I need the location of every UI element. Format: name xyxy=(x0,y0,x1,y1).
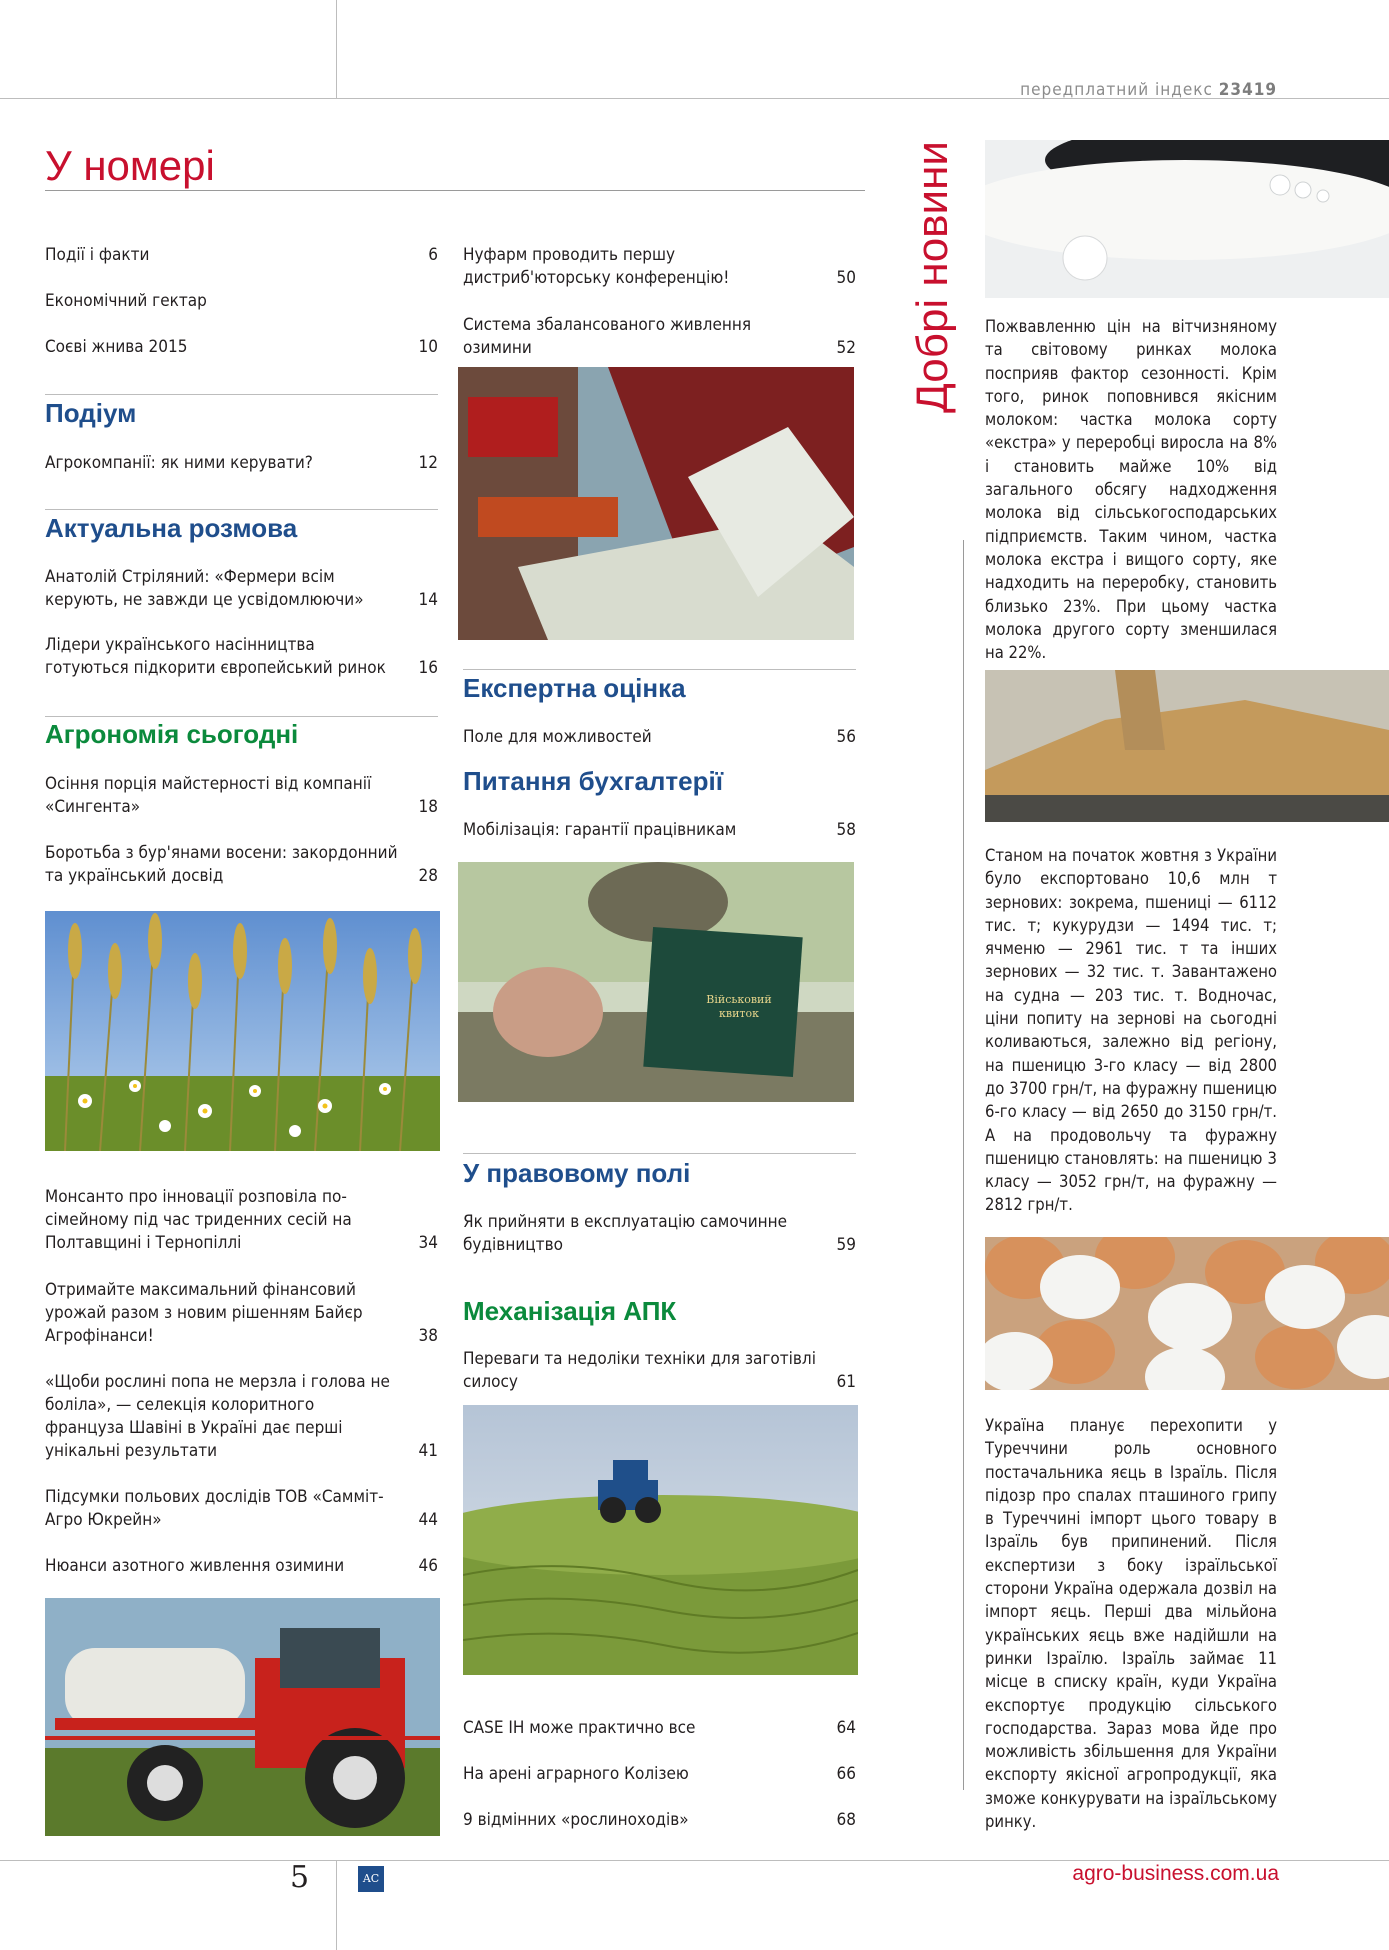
section-heading-agronomia: Агрономія сьогодні xyxy=(45,719,299,749)
page-number: 5 xyxy=(290,1860,310,1895)
page-title: У номері xyxy=(45,142,215,189)
footer-rule xyxy=(0,1860,1389,1861)
section-rule xyxy=(463,1153,856,1154)
toc-item[interactable]: Боротьба з бур'янами восени: закордонний та український досвід 28 xyxy=(45,843,438,886)
toc-item[interactable]: CASE IH може практично все 64 xyxy=(463,1718,856,1738)
toc-item[interactable]: Лідери українського насінництва готуються підкорити європейський ринок 16 xyxy=(45,635,438,678)
section-rule xyxy=(45,509,438,510)
military-id-photo xyxy=(458,862,854,1102)
toc-item[interactable]: Події і факти 6 xyxy=(45,245,438,265)
toc-item[interactable]: Економічний гектар xyxy=(45,291,207,311)
toc-item[interactable]: Отримайте максимальний фінансовий урожай разом з новим рішенням Байєр Агрофінанси! 38 xyxy=(45,1280,438,1346)
section-heading-ekspertna: Експертна оцінка xyxy=(463,673,686,703)
toc-item[interactable]: «Щоби рослині попа не мерзла і голова не боліла», — селекція колоритного француза Шавіні в Україні дає перші унікальні результати 41 xyxy=(45,1372,438,1461)
site-link[interactable]: agro-business.com.ua xyxy=(1072,1862,1279,1885)
footer-divider xyxy=(336,1860,337,1950)
section-rule xyxy=(463,669,856,670)
toc-item[interactable]: Переваги та недоліки техніки для заготівлі силосу 61 xyxy=(463,1349,856,1392)
sidebar-title: Добрі новини xyxy=(908,140,957,414)
booklet-title: Військовий квиток xyxy=(706,993,772,1020)
eggs-photo xyxy=(985,1237,1389,1390)
toc-item[interactable]: На арені аграрного Колізею 66 xyxy=(463,1764,856,1784)
grain-photo xyxy=(985,670,1389,822)
toc-item[interactable]: Осіння порція майстерності від компанії «Сингента» 18 xyxy=(45,774,438,817)
section-heading-buhgalteria: Питання бухгалтерії xyxy=(463,766,724,796)
toc-item[interactable]: Підсумки польових дослідів ТОВ «Самміт-Агро Юкрейн» 44 xyxy=(45,1487,438,1530)
title-underline xyxy=(45,190,865,191)
toc-item[interactable]: Нуфарм проводить першу дистриб'юторську конференцію! 50 xyxy=(463,245,856,288)
toc-item[interactable]: Поле для можливостей 56 xyxy=(463,727,856,747)
toc-item[interactable]: Анатолій Стріляний: «Фермери всім керують, не завжди це усвідомлюючи» 14 xyxy=(45,567,438,610)
seed-conveyor-photo xyxy=(458,367,854,640)
sprayer-tractor-photo xyxy=(45,1598,440,1836)
toc-item[interactable]: Агрокомпанії: як ними керувати? 12 xyxy=(45,453,438,473)
toc-item[interactable]: Нюанси азотного живлення озимини 46 xyxy=(45,1556,438,1576)
toc-item[interactable]: Монсанто про інновації розповіла по-сімейному під час триденних сесій на Полтавщині і Тернопіллі 34 xyxy=(45,1187,438,1253)
section-heading-podium: Подіум xyxy=(45,398,137,428)
section-heading-mehanizacia: Механізація АПК xyxy=(463,1296,677,1326)
section-rule xyxy=(45,394,438,395)
news-item-milk: Пожвавленню цін на вітчизняному та світовому ринках молока посприяв фактор сезонності. Крім того, ринок поповнився якісним молоком: частка молока сорту «екстра» у переробці виросла на 8% і становить майже 10% від загального обсягу надходження молока від сільськогосподарських підприємств. Таким чином, частка молока екстра і вищого сорту, яке надходить на переробку, становить близько 23%. При цьому частка молока другого сорту зменшилася на 22%. xyxy=(985,317,1277,663)
toc-item[interactable]: Соєві жнива 2015 10 xyxy=(45,337,438,357)
section-heading-aktualna: Актуальна розмова xyxy=(45,513,298,543)
top-frame-divider xyxy=(336,0,337,98)
subscription-index: передплатний індекс 23419 xyxy=(1020,80,1277,100)
news-item-eggs: Україна планує перехопити у Туреччини роль основного постачальника яєць в Ізраїль. Після підозр про спалах пташиного грипу в Туреччині імпорт цього товару в Ізраїль був припинений. Після експертизи з боку ізраїльської сторони Україна одержала дозвіл на імпорт яєць. Перші два мільйона українських яєць вже надійшли на ринки Ізраїлю. Ізраїль займає 11 місце в списку країн, куди Україна експортує продукцію сільського господарства. Зараз мова йде про можливість збільшення для України експорту якісної агропродукції, яка зможе конкурувати на ізраїльському ринку. xyxy=(985,1416,1277,1832)
toc-item[interactable]: Мобілізація: гарантії працівникам 58 xyxy=(463,820,856,840)
section-rule xyxy=(45,716,438,717)
silage-tractor-photo xyxy=(463,1405,858,1675)
toc-item[interactable]: Система збалансованого живлення озимини 52 xyxy=(463,315,856,358)
toc-item[interactable]: Як прийняти в експлуатацію самочинне будівництво 59 xyxy=(463,1212,856,1255)
sidebar-rule xyxy=(963,540,964,1790)
publisher-logo: AC xyxy=(358,1866,384,1892)
news-item-grain: Станом на початок жовтня з України було експортовано 10,6 млн т зернових: зокрема, пшениці — 6112 тис. т; кукурудзи — 1494 тис. т; ячменю — 2961 тис. т та інших зернових — 32 тис. т. Завантажено на судна — 203 тис. т. Водночас, ціни попиту на зернові на сьогодні коливаються, залежно від регіону, на пшеницю 3-го класу — від 2800 до 3700 грн/т, на фуражну пшеницю 6-го класу — від 2650 до 3150 грн/т. А на продовольчу та фуражну пшеницю становлять: на пшеницю 3 класу — 3052 грн/т, на фуражну — 2812 грн/т. xyxy=(985,846,1277,1215)
section-heading-pravove: У правовому полі xyxy=(463,1158,691,1188)
milk-photo xyxy=(985,140,1389,298)
wheat-field-photo xyxy=(45,911,440,1151)
toc-item[interactable]: 9 відмінних «рослиноходів» 68 xyxy=(463,1810,856,1830)
